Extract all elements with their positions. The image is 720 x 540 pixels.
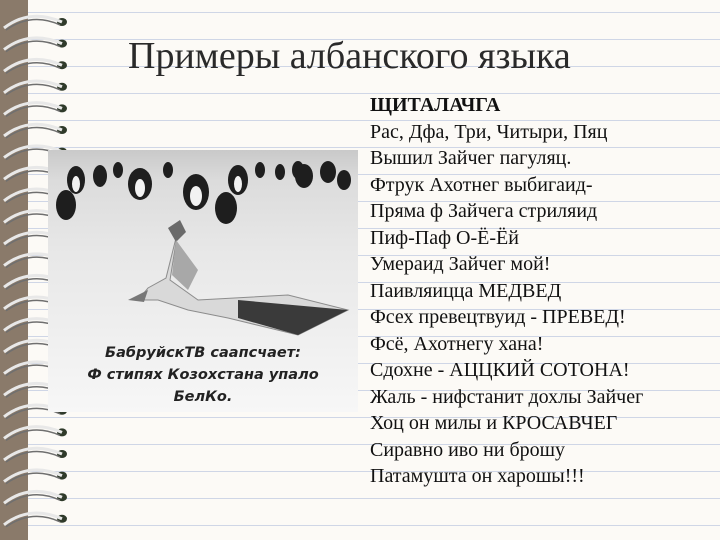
- poem-line: Фсё, Ахотнегу хана!: [370, 332, 544, 355]
- poem-line: Вышил Зайчег пагуляц.: [370, 147, 572, 169]
- binding-ring: [4, 448, 67, 462]
- poem-line: Сиравно иво ни брошу: [370, 438, 566, 461]
- caption-line: БелКо.: [173, 389, 233, 405]
- poem-line: Хоц он милы и КРОСАВЧЕГ: [370, 412, 618, 434]
- poem-line: Фтрук Ахотнег выбигаид-: [370, 173, 593, 196]
- poem-line: Пряма ф Зайчега стриляид: [370, 200, 598, 222]
- poem-line: Патамушта он харошы!!!: [370, 465, 585, 487]
- caption-line: Ф стипях Козохстана упало: [87, 367, 319, 383]
- binding-ring: [4, 124, 67, 138]
- binding-ring: [4, 103, 67, 117]
- penguin-photo: [48, 150, 358, 412]
- binding-ring: [4, 491, 67, 505]
- poem-heading: ЩИТАЛАЧГА: [370, 94, 501, 116]
- caption-line: БабруйскТВ саапсчает:: [105, 345, 301, 361]
- poem-line: Сдохне - АЦЦКИЙ СОТОНА!: [370, 359, 630, 381]
- binding-ring: [4, 59, 67, 73]
- binding-ring: [4, 81, 67, 95]
- poem-line: Паивляицца МЕДВЕД: [370, 279, 562, 302]
- poem-line: Пиф-Паф О-Ё-Ёй: [370, 226, 519, 249]
- poem-line: Умераид Зайчег мой!: [370, 253, 551, 275]
- poem-line: Фсех превецтвуид - ПРЕВЕД!: [370, 306, 626, 328]
- poem-line: Рас, Дфа, Три, Читыри, Пяц: [370, 120, 608, 143]
- slide-title: Примеры албанского языка: [128, 35, 571, 77]
- photo-caption: [48, 342, 358, 408]
- binding-ring: [4, 16, 67, 30]
- binding-ring: [4, 470, 67, 484]
- binding-ring: [4, 513, 67, 527]
- binding-ring: [4, 38, 67, 52]
- poem-line: Жаль - нифстанит дохлы Зайчег: [370, 385, 644, 408]
- poem-text: [370, 92, 715, 490]
- binding-ring: [4, 427, 67, 441]
